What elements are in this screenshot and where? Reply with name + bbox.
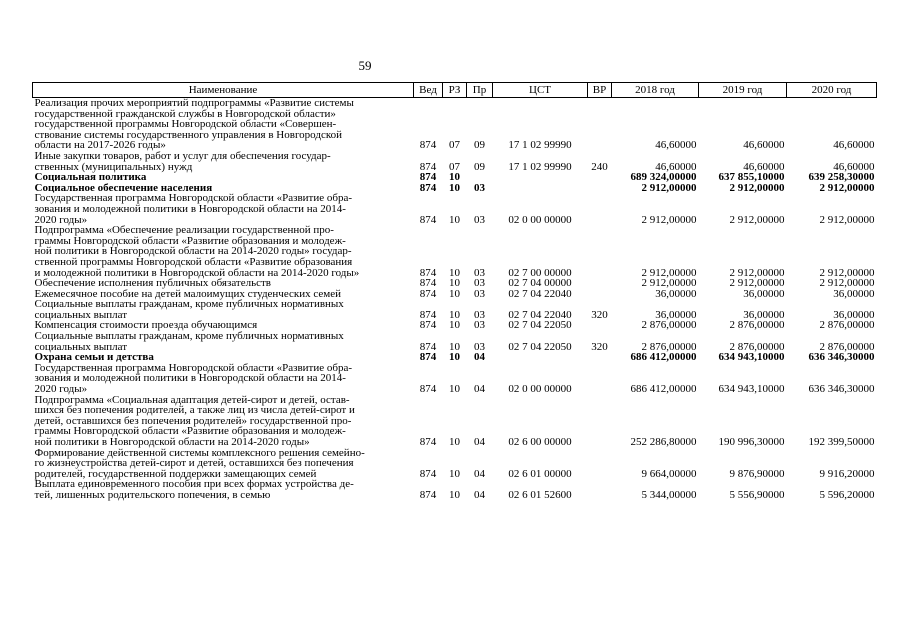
cell-ved: 874 — [419, 277, 437, 290]
cell-ved: 874 — [419, 308, 437, 321]
cell-rz: 10 — [449, 351, 460, 364]
cell-cst: 02 6 00 00000 — [508, 436, 572, 448]
cell-ved: 874 — [419, 319, 437, 332]
col-header-rz: РЗ — [443, 83, 467, 98]
table-row — [33, 331, 877, 352]
cell-ved: 874 — [419, 488, 437, 501]
cell-name: Формирование действенной системы комплексного решения семейно- го жизнеустройства детей-сирот и детей, оставшихся без попечения родителей, государственной поддержки замещающих семей — [34, 446, 365, 480]
cell-rz: 10 — [449, 436, 460, 448]
cell-rz: 10 — [449, 171, 460, 184]
cell-vr — [588, 193, 612, 225]
col-header-ved: Вед — [414, 83, 443, 98]
cell-cst: 02 7 04 22040 — [508, 308, 572, 321]
cell-y2020: 36,00000 — [833, 287, 875, 300]
budget-table — [32, 82, 877, 501]
col-header-vr: ВР — [588, 83, 612, 98]
cell-rz: 10 — [449, 266, 460, 279]
cell-rz: 10 — [449, 181, 460, 194]
cell-pr: 03 — [474, 308, 485, 321]
cell-y2019: 2 912,00000 — [729, 181, 785, 194]
cell-y2019: 36,00000 — [743, 308, 785, 321]
cell-y2018: 36,00000 — [655, 308, 697, 321]
cell-vr — [588, 172, 612, 183]
cell-y2020: 46,60000 — [833, 139, 875, 152]
cell-rz: 10 — [449, 319, 460, 332]
cell-pr: 09 — [474, 139, 485, 152]
cell-y2018: 2 912,00000 — [641, 181, 697, 194]
cell-name: Государственная программа Новгородской области «Развитие обра- зования и молодежной политики в Новгородской области на 2014- 2020 годы» — [34, 192, 352, 226]
cell-ved: 874 — [419, 351, 437, 364]
cell-ved: 874 — [419, 436, 437, 448]
cell-name: Компенсация стоимости проезда обучающимся — [34, 319, 258, 332]
cell-vr: 320 — [591, 308, 608, 321]
cell-cst: 02 6 01 00000 — [508, 467, 572, 480]
cell-ved: 874 — [419, 467, 437, 480]
cell-cst: 17 1 02 99990 — [508, 139, 572, 152]
cell-vr — [588, 395, 612, 448]
cell-y2019: 190 996,30000 — [718, 436, 785, 448]
cell-rz: 10 — [449, 383, 460, 396]
table-row — [33, 151, 877, 172]
cell-y2020: 2 912,00000 — [819, 277, 875, 290]
cell-name: Подпрограмма «Обеспечение реализации государственной про- граммы Новгородской области «Развитие образования и молодеж- ной политики в Новгородской области на 2014-2020 годы» государ- ственной программы Новгородской области «Развитие образования и молодежной политики в Новгородской области на 2014-2020 годы» — [34, 224, 360, 279]
col-header-2019: 2019 год — [699, 83, 787, 98]
cell-vr: 240 — [591, 160, 608, 173]
cell-name: Реализация прочих мероприятий подпрограммы «Развитие системы государственной гражданской службы в Новгородской области» государственной программы Новгородской области «Совершен- ствование системы государственного управления в Новгородской области на 2017-2026 годы» — [34, 97, 354, 152]
cell-rz: 10 — [449, 308, 460, 321]
cell-vr — [588, 183, 612, 194]
cell-rz: 07 — [449, 139, 460, 152]
cell-y2018: 46,60000 — [655, 160, 697, 173]
cell-y2019: 46,60000 — [743, 139, 785, 152]
cell-name: Подпрограмма «Социальная адаптация детей-сирот и детей, остав- шихся без попечения родителей, а также лиц из числа детей-сирот и детей, оставшихся без попечения родителей» государственной про- граммы Новгородской области «Развитие образования и молодеж- ной политики в Новгородской области на 2014-2020 годы» — [34, 393, 355, 448]
cell-cst: 02 7 00 00000 — [508, 266, 572, 279]
cell-y2019: 2 876,00000 — [729, 340, 785, 353]
cell-y2019: 36,00000 — [743, 287, 785, 300]
col-header-2018: 2018 год — [612, 83, 699, 98]
cell-cst — [493, 352, 588, 363]
cell-vr — [588, 320, 612, 331]
cell-cst: 02 7 04 22050 — [508, 319, 572, 332]
cell-y2019: 637 855,10000 — [718, 171, 785, 184]
cell-rz: 10 — [449, 488, 460, 501]
cell-ved: 874 — [419, 139, 437, 152]
cell-rz: 10 — [449, 467, 460, 480]
cell-y2019: 634 943,10000 — [718, 351, 785, 364]
cell-pr: 03 — [474, 266, 485, 279]
cell-ved: 874 — [419, 181, 437, 194]
cell-y2019: 9 876,90000 — [729, 467, 785, 480]
cell-y2018: 2 912,00000 — [641, 266, 697, 279]
cell-pr: 03 — [474, 181, 485, 194]
col-header-2020: 2020 год — [787, 83, 877, 98]
cell-ved: 874 — [419, 340, 437, 353]
cell-vr — [588, 352, 612, 363]
cell-vr — [588, 289, 612, 300]
table-row — [33, 98, 877, 151]
table-row — [33, 363, 877, 395]
cell-pr: 04 — [474, 383, 485, 396]
table-row — [33, 225, 877, 278]
table-row — [33, 193, 877, 225]
table-row — [33, 479, 877, 500]
cell-y2020: 2 912,00000 — [819, 181, 875, 194]
cell-cst: 02 0 00 00000 — [508, 383, 572, 396]
cell-y2018: 686 412,00000 — [630, 383, 697, 396]
cell-name: Иные закупки товаров, работ и услуг для обеспечения государ- ственных (муниципальных) нужд — [34, 149, 331, 173]
cell-rz: 10 — [449, 340, 460, 353]
cell-rz: 07 — [449, 160, 460, 173]
cell-cst: 02 7 04 00000 — [508, 277, 572, 290]
cell-name: Социальное обеспечение населения — [34, 181, 213, 194]
cell-cst: 02 7 04 22050 — [508, 340, 572, 353]
cell-y2020: 2 876,00000 — [819, 319, 875, 332]
cell-ved: 874 — [419, 287, 437, 300]
cell-name: Социальные выплаты гражданам, кроме публичных нормативных социальных выплат — [34, 330, 344, 353]
col-header-cst: ЦСТ — [493, 83, 588, 98]
cell-y2020: 192 399,50000 — [808, 436, 875, 448]
cell-ved: 874 — [419, 383, 437, 396]
col-header-pr: Пр — [467, 83, 493, 98]
cell-pr: 03 — [474, 213, 485, 226]
cell-pr: 04 — [474, 467, 485, 480]
cell-rz: 10 — [449, 277, 460, 290]
cell-y2018: 2 912,00000 — [641, 213, 697, 226]
cell-vr — [588, 448, 612, 480]
cell-ved: 874 — [419, 160, 437, 173]
cell-pr: 03 — [474, 277, 485, 290]
cell-name: Социальная политика — [34, 171, 147, 184]
cell-y2020: 636 346,30000 — [808, 383, 875, 396]
cell-cst: 02 6 01 52600 — [508, 488, 572, 501]
cell-y2018: 9 664,00000 — [641, 467, 697, 480]
cell-pr: 03 — [474, 319, 485, 332]
cell-y2020: 2 912,00000 — [819, 213, 875, 226]
table-body — [33, 98, 877, 501]
cell-pr: 04 — [474, 436, 485, 448]
cell-y2019: 2 876,00000 — [729, 319, 785, 332]
cell-cst: 17 1 02 99990 — [508, 160, 572, 173]
cell-cst: 02 7 04 22040 — [508, 287, 572, 300]
cell-vr — [588, 479, 612, 500]
cell-y2020: 36,00000 — [833, 308, 875, 321]
cell-vr — [588, 98, 612, 151]
cell-y2020: 636 346,30000 — [808, 351, 875, 364]
cell-rz: 10 — [449, 287, 460, 300]
cell-name: Выплата единовременного пособия при всех формах устройства де- тей, лишенных родительского попечения, в семью — [34, 478, 354, 501]
cell-pr: 03 — [474, 287, 485, 300]
page-number: 59 — [358, 58, 372, 73]
cell-pr: 03 — [474, 340, 485, 353]
cell-y2019: 634 943,10000 — [718, 383, 785, 396]
cell-y2020: 2 876,00000 — [819, 340, 875, 353]
cell-y2019: 2 912,00000 — [729, 266, 785, 279]
cell-y2018: 2 876,00000 — [641, 340, 697, 353]
cell-y2019: 2 912,00000 — [729, 277, 785, 290]
cell-y2019: 5 556,90000 — [729, 488, 785, 501]
cell-vr — [588, 363, 612, 395]
cell-cst — [493, 183, 588, 194]
cell-cst: 02 0 00 00000 — [508, 213, 572, 226]
cell-y2019: 2 912,00000 — [729, 213, 785, 226]
cell-y2018: 2 876,00000 — [641, 319, 697, 332]
cell-ved: 874 — [419, 266, 437, 279]
cell-y2020: 46,60000 — [833, 160, 875, 173]
cell-vr — [588, 225, 612, 278]
cell-y2018: 36,00000 — [655, 287, 697, 300]
cell-name: Социальные выплаты гражданам, кроме публичных нормативных социальных выплат — [34, 298, 344, 321]
cell-pr: 04 — [474, 351, 485, 364]
cell-pr: 04 — [474, 488, 485, 501]
cell-y2020: 639 258,30000 — [808, 171, 875, 184]
cell-ved: 874 — [419, 213, 437, 226]
cell-name: Государственная программа Новгородской области «Развитие обра- зования и молодежной политики в Новгородской области на 2014- 2020 годы» — [34, 361, 352, 396]
cell-cst — [493, 172, 588, 183]
cell-y2018: 252 286,80000 — [630, 436, 697, 448]
cell-y2020: 2 912,00000 — [819, 266, 875, 279]
cell-vr — [588, 278, 612, 289]
cell-y2018: 5 344,00000 — [641, 488, 697, 501]
table-header-row — [33, 83, 877, 98]
cell-y2018: 686 412,00000 — [630, 351, 697, 364]
table-row — [33, 299, 877, 320]
cell-name: Обеспечение исполнения публичных обязательств — [34, 277, 272, 290]
cell-y2019: 46,60000 — [743, 160, 785, 173]
table-row — [33, 448, 877, 480]
cell-vr: 320 — [591, 340, 608, 353]
cell-rz: 10 — [449, 213, 460, 226]
cell-y2020: 9 916,20000 — [819, 467, 875, 480]
cell-pr: 09 — [474, 160, 485, 173]
cell-ved: 874 — [419, 171, 437, 184]
cell-name: Охрана семьи и детства — [34, 351, 154, 364]
col-header-name: Наименование — [33, 83, 414, 98]
cell-name: Ежемесячное пособие на детей малоимущих студенческих семей — [34, 287, 341, 300]
cell-y2018: 689 324,00000 — [630, 171, 697, 184]
table-row — [33, 395, 877, 448]
cell-y2018: 2 912,00000 — [641, 277, 697, 290]
cell-y2020: 5 596,20000 — [819, 488, 875, 501]
cell-y2018: 46,60000 — [655, 139, 697, 152]
